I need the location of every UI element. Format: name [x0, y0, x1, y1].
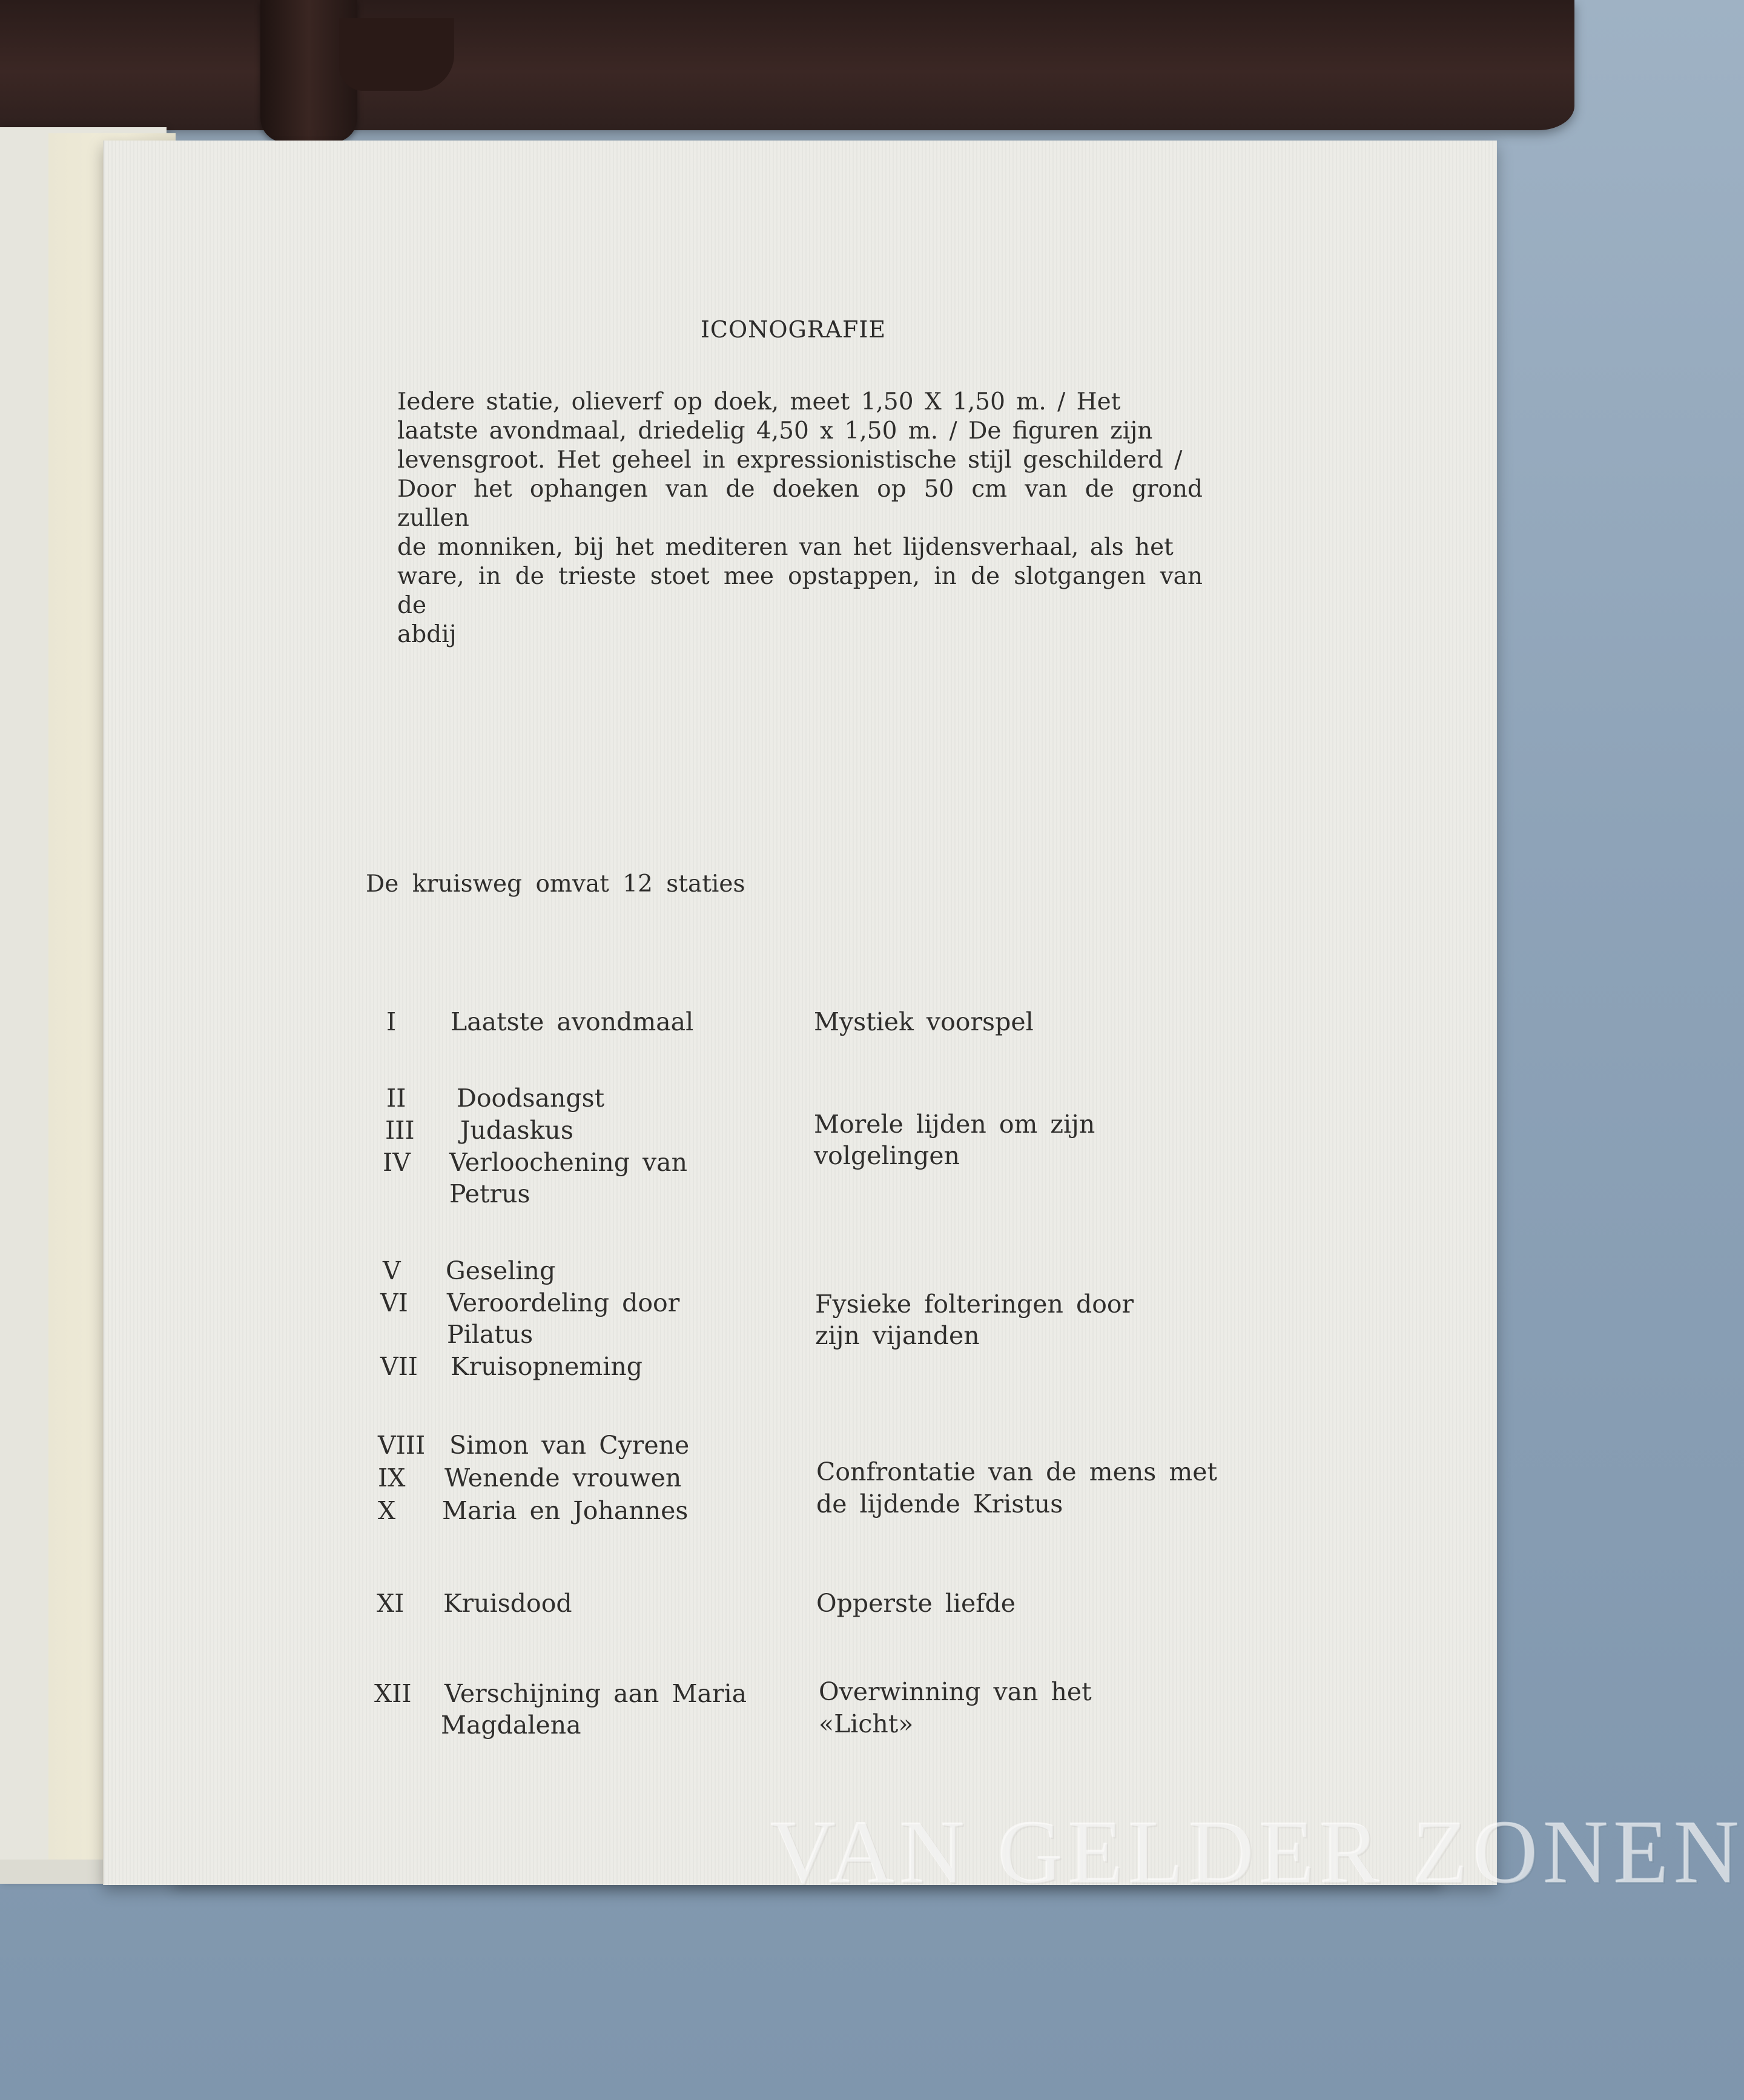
station-theme: de lijdende Kristus [816, 1489, 1063, 1519]
page-heading: ICONOGRAFIE [700, 316, 887, 343]
station-title: Geseling [446, 1256, 556, 1285]
paper-watermark: VAN GELDER ZONEN [770, 1802, 1744, 1903]
station-title: Doodsangst [457, 1084, 605, 1113]
station-numeral: VII [380, 1352, 418, 1381]
summary-line: De kruisweg omvat 12 staties [366, 870, 745, 898]
station-title: Kruisdood [443, 1589, 572, 1618]
intro-line: de monniken, bij het mediteren van het lijdensverhaal, als het [397, 534, 1174, 561]
station-title: Judaskus [460, 1116, 573, 1145]
station-theme: Overwinning van het [819, 1677, 1092, 1706]
station-numeral: III [385, 1116, 415, 1145]
station-numeral: IX [378, 1463, 406, 1492]
station-title: Kruisopneming [451, 1352, 643, 1381]
page-content [104, 141, 1744, 1903]
station-numeral: IV [383, 1148, 411, 1177]
station-numeral: I [386, 1007, 397, 1036]
station-title: Verloochening van [449, 1148, 688, 1177]
document-page [103, 141, 1744, 1903]
station-numeral: XI [377, 1589, 405, 1618]
station-theme: Morele lijden om zijn [814, 1110, 1095, 1139]
dark-fabric-cover [0, 0, 1574, 130]
station-title-continued: Magdalena [441, 1711, 581, 1740]
station-theme: Mystiek voorspel [814, 1007, 1034, 1036]
station-title-continued: Petrus [449, 1179, 530, 1208]
station-title-continued: Pilatus [447, 1320, 533, 1349]
station-title: Wenende vrouwen [444, 1463, 682, 1492]
intro-line: laatste avondmaal, driedelig 4,50 x 1,50 m. / De figuren zijn [397, 417, 1153, 445]
station-title: Verschijning aan Maria [444, 1679, 747, 1708]
intro-line: ware, in de trieste stoet mee opstappen, in de slotgangen van de [397, 563, 1203, 619]
intro-line: levensgroot. Het geheel in expressionistische stijl geschilderd / [397, 446, 1183, 474]
station-numeral: V [383, 1256, 401, 1285]
intro-line: Iedere statie, olieverf op doek, meet 1,50 X 1,50 m. / Het [397, 388, 1121, 416]
station-title: Simon van Cyrene [449, 1431, 690, 1460]
station-theme: zijn vijanden [815, 1321, 980, 1350]
station-numeral: XII [374, 1679, 412, 1708]
intro-paragraph [397, 388, 1203, 649]
station-theme: Opperste liefde [816, 1589, 1016, 1618]
station-theme: volgelingen [814, 1141, 960, 1170]
intro-line: Door het ophangen van de doeken op 50 cm van de grond zullen [397, 475, 1203, 532]
station-title: Laatste avondmaal [451, 1007, 694, 1036]
station-numeral: VI [380, 1288, 408, 1317]
station-title: Maria en Johannes [442, 1496, 689, 1525]
station-theme: Fysieke folteringen door [815, 1290, 1134, 1319]
station-theme: «Licht» [819, 1709, 914, 1738]
station-numeral: VIII [378, 1431, 426, 1460]
station-numeral: II [386, 1084, 406, 1113]
fabric-fold [339, 18, 454, 91]
intro-line: abdij [397, 621, 457, 648]
station-title: Veroordeling door [447, 1288, 680, 1317]
station-numeral: X [378, 1496, 396, 1525]
station-theme: Confrontatie van de mens met [816, 1457, 1217, 1486]
